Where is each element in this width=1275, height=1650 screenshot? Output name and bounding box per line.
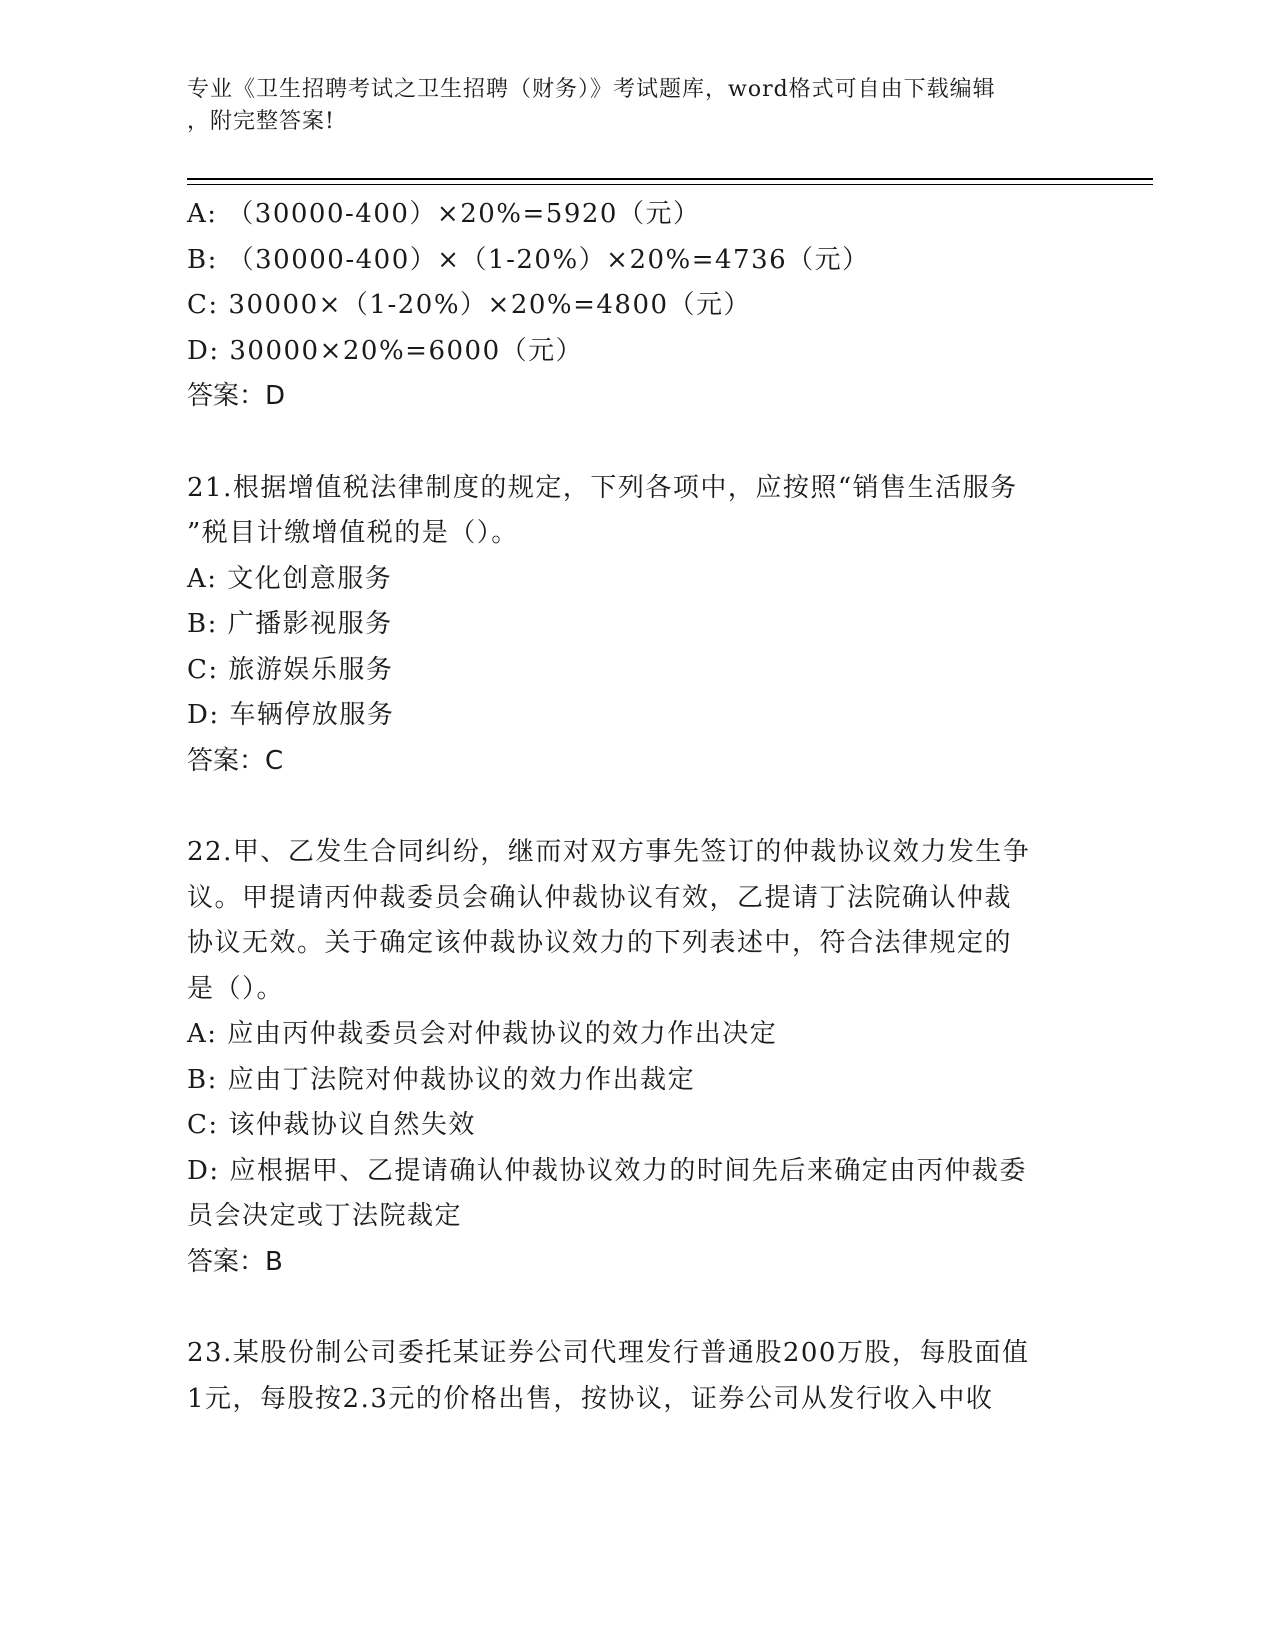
answer: 答案：B (187, 1246, 283, 1277)
question-21 (187, 466, 1067, 785)
question-stem: ”税目计缴增值税的是（）。 (187, 518, 519, 548)
question-stem: 是（）。 (187, 973, 285, 1004)
question-20 (187, 192, 1067, 420)
header-subtitle: ，附完整答案! (187, 109, 335, 134)
question-stem: 21.根据增值税法律制度的规定，下列各项中，应按照“销售生活服务 (187, 472, 1018, 503)
question-23 (187, 1331, 1067, 1422)
option-d: D: 30000×20%=6000（元） (187, 335, 584, 366)
question-stem: 1元，每股按2.3元的价格出售，按协议，证券公司从发行收入中收 (187, 1383, 994, 1414)
document-body (187, 192, 1067, 1422)
option-d-continued: 员会决定或丁法院裁定 (187, 1201, 463, 1231)
question-stem: 23.某股份制公司委托某证券公司代理发行普通股200万股，每股面值 (187, 1338, 1030, 1368)
header-divider-thin (187, 184, 1153, 185)
question-stem: 议。甲提请丙仲裁委员会确认仲裁协议有效，乙提请丁法院确认仲裁 (187, 882, 1013, 913)
option-a: A: 文化创意服务 (187, 563, 393, 594)
header-divider-thick (187, 178, 1153, 180)
answer: 答案：C (187, 745, 284, 776)
option-d: D: 应根据甲、乙提请确认仲裁协议效力的时间先后来确定由丙仲裁委 (187, 1155, 1027, 1186)
option-d: D: 车辆停放服务 (187, 700, 395, 730)
option-a: A: 应由丙仲裁委员会对仲裁协议的效力作出决定 (187, 1019, 778, 1049)
question-22 (187, 830, 1067, 1285)
question-stem: 22.甲、乙发生合同纠纷，继而对双方事先签订的仲裁协议效力发生争 (187, 837, 1031, 867)
option-c: C: 30000×（1-20%）×20%=4800（元） (187, 290, 752, 320)
option-b: B: 应由丁法院对仲裁协议的效力作出裁定 (187, 1064, 696, 1095)
option-c: C: 该仲裁协议自然失效 (187, 1110, 476, 1140)
option-b: B: 广播影视服务 (187, 609, 393, 639)
answer: 答案：D (187, 381, 286, 411)
document-header (187, 74, 1067, 138)
option-b: B: （30000-400）×（1-20%）×20%=4736（元） (187, 244, 870, 275)
question-stem: 协议无效。关于确定该仲裁协议效力的下列表述中，符合法律规定的 (187, 928, 1013, 958)
header-title: 专业《卫生招聘考试之卫生招聘（财务）》考试题库，word格式可自由下载编辑 (187, 77, 996, 102)
option-a: A: （30000-400）×20%=5920（元） (187, 199, 701, 229)
option-c: C: 旅游娱乐服务 (187, 654, 394, 685)
